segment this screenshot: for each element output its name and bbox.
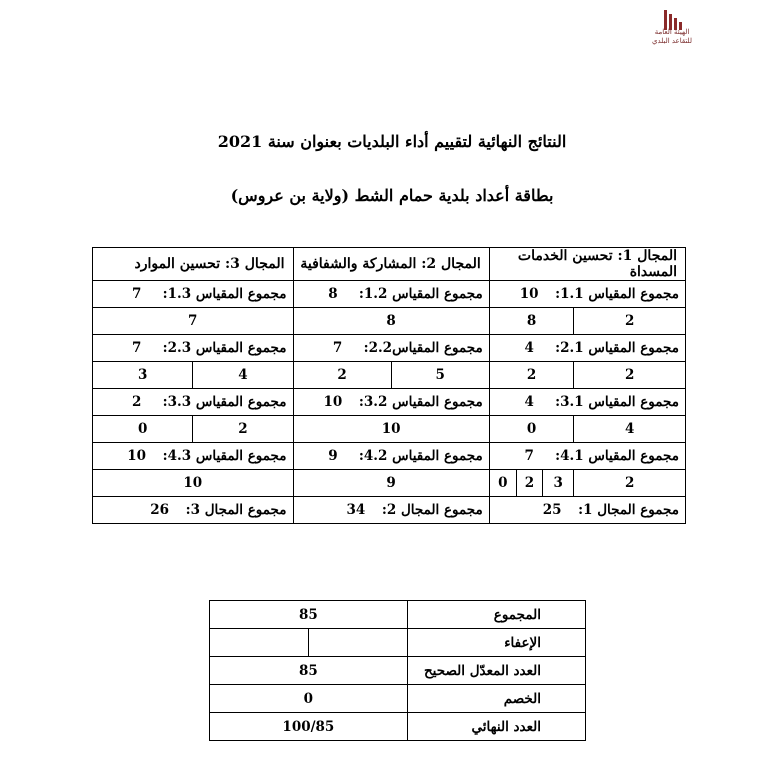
- measure-label: مجموع المقياس2.2:: [363, 340, 483, 356]
- table-row: [93, 248, 686, 281]
- table-row: [93, 335, 686, 362]
- measure-label: مجموع المقياس 3.1:: [555, 394, 679, 410]
- measure-3-2: [293, 389, 489, 416]
- detail-cell: 5: [391, 362, 489, 389]
- summary-label: الإعفاء: [407, 629, 585, 657]
- detail-cell: 0: [489, 416, 574, 443]
- detail-cell: 0: [93, 416, 193, 443]
- logo: [646, 8, 698, 48]
- detail-cell: 8: [489, 308, 574, 335]
- measure-2-2: [293, 335, 489, 362]
- detail-cell: 4: [574, 416, 686, 443]
- table-row: [93, 389, 686, 416]
- table-row: [93, 281, 686, 308]
- summary-table: [209, 600, 586, 741]
- measure-label: مجموع المقياس 1.2:: [358, 286, 483, 302]
- summary-value: [309, 629, 407, 657]
- measure-label: مجموع المقياس 4.1:: [555, 448, 679, 464]
- summary-empty-cell: [210, 629, 309, 657]
- measure-2-3: [93, 335, 294, 362]
- domain-1-sum: [489, 497, 685, 524]
- measure-total: 7: [332, 340, 343, 356]
- measure-label: مجموع المقياس 1.3:: [162, 286, 287, 302]
- detail-cell: 2: [574, 362, 686, 389]
- summary-label: العدد المعدّل الصحيح: [407, 657, 585, 685]
- measure-3-3: [93, 389, 294, 416]
- scores-table: [92, 247, 686, 524]
- measure-total: 2: [131, 394, 142, 410]
- measure-total: 10: [519, 286, 539, 302]
- domain-sum-value: 26: [150, 502, 170, 518]
- document-subtitle: بطاقة أعداد بلدية حمام الشط (ولاية بن عروس): [230, 186, 554, 205]
- measure-total: 9: [328, 448, 338, 464]
- measure-1-1: [489, 281, 685, 308]
- domain-2-header: المجال 2: المشاركة والشفافية: [293, 248, 489, 281]
- detail-cell: 2: [574, 308, 686, 335]
- detail-cell: 2: [489, 362, 574, 389]
- table-row: [93, 470, 686, 497]
- domain-sum-label: مجموع المجال 3:: [185, 502, 287, 518]
- measure-1-2: [293, 281, 489, 308]
- domain-sum-label: مجموع المجال 1:: [578, 502, 679, 518]
- measure-total: 10: [127, 448, 147, 464]
- summary-value: 0: [210, 685, 408, 713]
- table-row: [93, 308, 686, 335]
- measure-1-3: [93, 281, 294, 308]
- detail-cell: 3: [542, 470, 573, 497]
- measure-total: 4: [524, 340, 534, 356]
- detail-cell: 4: [193, 362, 293, 389]
- measure-total: 7: [131, 340, 142, 356]
- measure-label: مجموع المقياس 3.3:: [162, 394, 287, 410]
- measure-total: 7: [131, 286, 142, 302]
- detail-cell: 2: [193, 416, 293, 443]
- detail-cell: 10: [93, 470, 294, 497]
- table-row: [93, 443, 686, 470]
- document-title: النتائج النهائية لتقييم أداء البلديات بعنوان سنة 2021: [217, 132, 567, 151]
- detail-cell: 9: [293, 470, 489, 497]
- measure-total: 8: [328, 286, 338, 302]
- domain-3-sum: [93, 497, 294, 524]
- table-row: [210, 685, 586, 713]
- measure-total: 4: [524, 394, 534, 410]
- domain-sum-label: مجموع المجال 2:: [381, 502, 483, 518]
- measure-label: مجموع المقياس 4.2:: [358, 448, 483, 464]
- measure-4-2: [293, 443, 489, 470]
- summary-value: 85: [210, 601, 408, 629]
- domain-sum-value: 25: [542, 502, 562, 518]
- summary-value: 100/85: [210, 713, 408, 741]
- logo-line-1: الهيئة العامة: [654, 28, 690, 36]
- detail-cell: 2: [516, 470, 542, 497]
- table-row: [93, 497, 686, 524]
- table-row: [210, 713, 586, 741]
- detail-cell: 0: [489, 470, 516, 497]
- detail-cell: 3: [93, 362, 193, 389]
- domain-3-header: المجال 3: تحسين الموارد: [93, 248, 294, 281]
- table-row: [93, 416, 686, 443]
- table-row: [210, 601, 586, 629]
- table-row: [93, 362, 686, 389]
- logo-line-2: للتقاعد البلدي: [652, 37, 692, 45]
- summary-value: 85: [210, 657, 408, 685]
- measure-label: مجموع المقياس 2.3:: [162, 340, 287, 356]
- measure-label: مجموع المقياس 3.2:: [358, 394, 483, 410]
- summary-label: الخصم: [407, 685, 585, 713]
- measure-4-1: [489, 443, 685, 470]
- summary-label: المجموع: [407, 601, 585, 629]
- measure-label: مجموع المقياس 4.3:: [162, 448, 287, 464]
- measure-total: 10: [323, 394, 343, 410]
- measure-label: مجموع المقياس 2.1:: [555, 340, 679, 356]
- measure-label: مجموع المقياس 1.1:: [555, 286, 679, 302]
- detail-cell: 2: [574, 470, 686, 497]
- detail-cell: 8: [293, 308, 489, 335]
- measure-total: 7: [524, 448, 534, 464]
- detail-cell: 10: [293, 416, 489, 443]
- logo-emblem-icon: [650, 8, 694, 30]
- domain-2-sum: [293, 497, 489, 524]
- measure-2-1: [489, 335, 685, 362]
- domain-sum-value: 34: [346, 502, 366, 518]
- table-row: [210, 629, 586, 657]
- detail-cell: 2: [293, 362, 391, 389]
- detail-cell: 7: [93, 308, 294, 335]
- measure-4-3: [93, 443, 294, 470]
- measure-3-1: [489, 389, 685, 416]
- table-row: [210, 657, 586, 685]
- domain-1-header: المجال 1: تحسين الخدمات المسداة: [489, 248, 685, 281]
- summary-label: العدد النهائي: [407, 713, 585, 741]
